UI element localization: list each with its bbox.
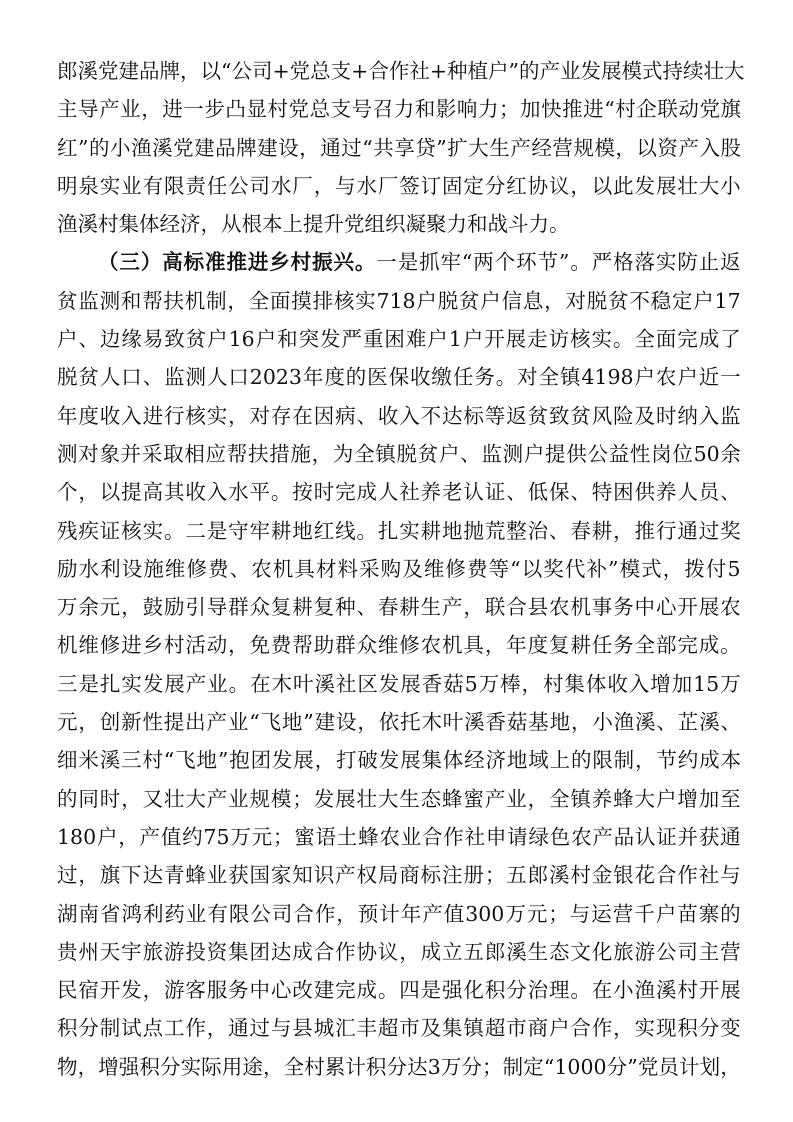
text-line: 万 余 元 ， 鼓 励 引 导 群 众 复 耕 复 种 、 春 耕 生 产 ， 联 合 县 农 机 事 务 中 心 开 展 农	[57, 595, 741, 620]
text-line: 180 户 ， 产 值 约 75 万 元 ； 蜜 语 土 蜂 农 业 合 作 社 申 请 绿 色 农 产 品 认 证 并 获 通	[57, 824, 741, 849]
text-line: 渔 溪 村 集 体 经 济 ， 从 根 本 上 提 升 党 组 织 凝 聚 力 和 战 斗 力 。	[57, 212, 570, 237]
text-line: 湖 南 省 鸿 利 药 业 有 限 公 司 合 作 ， 预 计 年 产 值 300 万 元 ； 与 运 营 千 户 苗 寨 的	[57, 901, 741, 926]
text-line: （ 三 ） 高 标 准 推 进 乡 村 振 兴 。 一 是 抓 牢 “ 两 个 环 节 ” 。 严 格 落 实 防 止 返	[98, 250, 741, 275]
text-line: 脱 贫 人 口 、 监 测 人 口 2023 年 度 的 医 保 收 缴 任 务 。 对 全 镇 4198 户 农 户 近 一	[57, 365, 741, 390]
text-line: 机 维 修 进 乡 村 活 动 ， 免 费 帮 助 群 众 维 修 农 机 具 ， 年 度 复 耕 任 务 全 部 完 成 。	[57, 633, 741, 658]
text-line: 明 泉 实 业 有 限 责 任 公 司 水 厂 ， 与 水 厂 签 订 固 定 分 红 协 议 ， 以 此 发 展 壮 大 小	[57, 173, 741, 198]
text-line: 郎 溪 党 建 品 牌 ， 以 “ 公 司 + 党 总 支 + 合 作 社 + 种 植 户 ” 的 产 业 发 展 模 式 持 续 壮 大	[57, 59, 745, 83]
document-body	[57, 52, 745, 1086]
text-line: 主 导 产 业 ， 进 一 步 凸 显 村 党 总 支 号 召 力 和 影 响 力 ； 加 快 推 进 “ 村 企 联 动 党 旗	[57, 97, 741, 122]
text-line: 残 疾 证 核 实 。 二 是 守 牢 耕 地 红 线 。 扎 实 耕 地 抛 荒 整 治 、 春 耕 ， 推 行 通 过 奖	[57, 518, 741, 543]
text-line: 物 ， 增 强 积 分 实 际 用 途 ， 全 村 累 计 积 分 达 3 万 分 ； 制 定 “ 1000 分 ” 党 员 计 划 ，	[57, 1054, 741, 1079]
text-line: 测 对 象 并 采 取 相 应 帮 扶 措 施 ， 为 全 镇 脱 贫 户 、 监 测 户 提 供 公 益 性 岗 位 50 余	[57, 441, 741, 466]
text-line: 户 、 边 缘 易 致 贫 户 16 户 和 突 发 严 重 困 难 户 1 户 开 展 走 访 核 实 。 全 面 完 成 了	[57, 327, 741, 352]
text-line: 过 ， 旗 下 达 青 蜂 业 获 国 家 知 识 产 权 局 商 标 注 册 ； 五 郎 溪 村 金 银 花 合 作 社 与	[57, 863, 741, 888]
text-line: 个 ， 以 提 高 其 收 入 水 平 。 按 时 完 成 人 社 养 老 认 证 、 低 保 、 特 困 供 养 人 员 、	[57, 480, 741, 505]
text-line: 年 度 收 入 进 行 核 实 ， 对 存 在 因 病 、 收 入 不 达 标 等 返 贫 致 贫 风 险 及 时 纳 入 监	[57, 403, 741, 428]
text-line: 的 同 时 ， 又 壮 大 产 业 规 模 ； 发 展 壮 大 生 态 蜂 蜜 产 业 ， 全 镇 养 蜂 大 户 增 加 至	[57, 786, 741, 811]
text-line: 贫 监 测 和 帮 扶 机 制 ， 全 面 摸 排 核 实 718 户 脱 贫 户 信 息 ， 对 脱 贫 不 稳 定 户 17	[57, 288, 741, 313]
text-line: 积 分 制 试 点 工 作 ， 通 过 与 县 城 汇 丰 超 市 及 集 镇 超 市 商 户 合 作 ， 实 现 积 分 变	[57, 1016, 741, 1041]
text-line: 民 宿 开 发 ， 游 客 服 务 中 心 改 建 完 成 。 四 是 强 化 积 分 治 理 。 在 小 渔 溪 村 开 展	[57, 978, 741, 1003]
text-line: 元 ， 创 新 性 提 出 产 业 “ 飞 地 ” 建 设 ， 依 托 木 叶 溪 香 菇 基 地 ， 小 渔 溪 、 芷 溪 、	[57, 710, 741, 735]
text-line: 励 水 利 设 施 维 修 费 、 农 机 具 材 料 采 购 及 维 修 费 等 “ 以 奖 代 补 ” 模 式 ， 拨 付 5	[57, 556, 741, 581]
text-line: 细 米 溪 三 村 “ 飞 地 ” 抱 团 发 展 ， 打 破 发 展 集 体 经 济 地 域 上 的 限 制 ， 节 约 成 本	[57, 748, 741, 773]
text-line: 三 是 扎 实 发 展 产 业 。 在 木 叶 溪 社 区 发 展 香 菇 5 万 棒 ， 村 集 体 收 入 增 加 15 万	[57, 671, 741, 696]
text-line: 贵 州 天 宇 旅 游 投 资 集 团 达 成 合 作 协 议 ， 成 立 五 郎 溪 生 态 文 化 旅 游 公 司 主 营	[57, 939, 741, 964]
text-line: 红 ” 的 小 渔 溪 党 建 品 牌 建 设 ， 通 过 “ 共 享 贷 ” 扩 大 生 产 经 营 规 模 ， 以 资 产 入 股	[57, 135, 741, 160]
